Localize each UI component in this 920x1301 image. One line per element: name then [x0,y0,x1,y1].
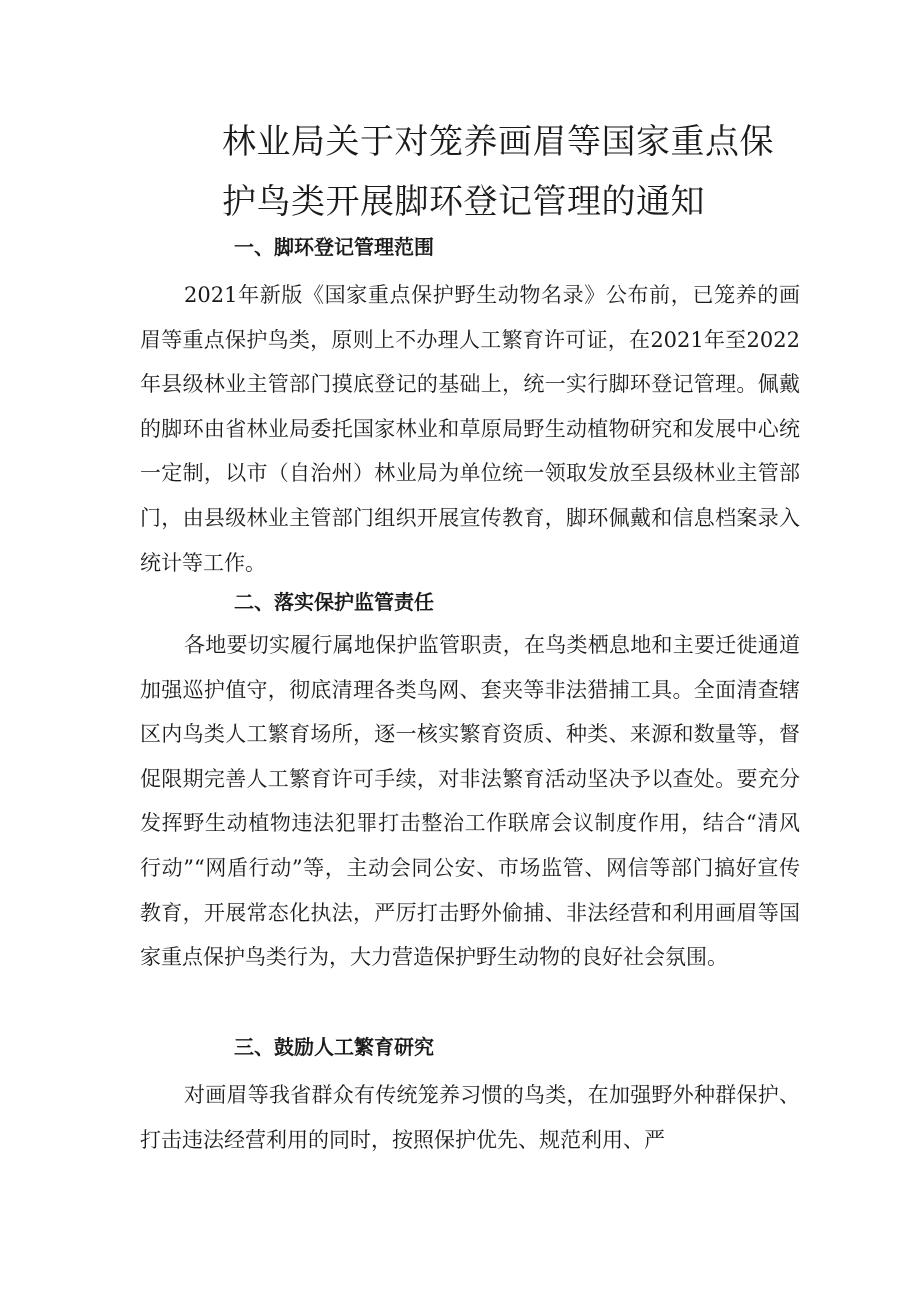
section-heading-breeding: 三、鼓励人工繁育研究 [234,1035,434,1059]
section-heading-scope: 一、脚环登记管理范围 [234,235,434,259]
section-paragraph-breeding: 对画眉等我省群众有传统笼养习惯的鸟类，在加强野外种群保护、打击违法经营利用的同时，按照保护优先、规范利用、严 [140,1083,800,1152]
section-paragraph-scope: 2021年新版《国家重点保护野生动物名录》公布前，已笼养的画眉等重点保护鸟类，原则上不办理人工繁育许可证，在2021年至2022年县级林业主管部门摸底登记的基础上，统一实行脚环登记管理。佩戴的脚环由省林业局委托国家林业和草原局野生动植物研究和发展中心统一定制，以市（自治州）林业局为单位统一领取发放至县级林业主管部门，由县级林业主管部门组织开展宣传教育，脚环佩戴和信息档案录入统计等工作。 [140,283,800,575]
title-line-2: 护鸟类开展脚环登记管理的通知 [222,182,705,222]
section-heading-responsibility: 二、落实保护监管责任 [234,590,434,614]
document-title [140,112,800,232]
section-paragraph-responsibility: 各地要切实履行属地保护监管职责，在鸟类栖息地和主要迁徙通道加强巡护值守，彻底清理各类鸟网、套夹等非法猎捕工具。全面清查辖区内鸟类人工繁育场所，逐一核实繁育资质、种类、来源和数量等，督促限期完善人工繁育许可手续，对非法繁育活动坚决予以查处。要充分发挥野生动植物违法犯罪打击整治工作联席会议制度作用，结合“清风行动”“网盾行动”等，主动会同公安、市场监管、网信等部门搞好宣传教育，开展常态化执法，严厉打击野外偷捕、非法经营和利用画眉等国家重点保护鸟类行为，大力营造保护野生动物的良好社会氛围。 [140,633,800,970]
title-line-1: 林业局关于对笼养画眉等国家重点保 [222,122,774,162]
